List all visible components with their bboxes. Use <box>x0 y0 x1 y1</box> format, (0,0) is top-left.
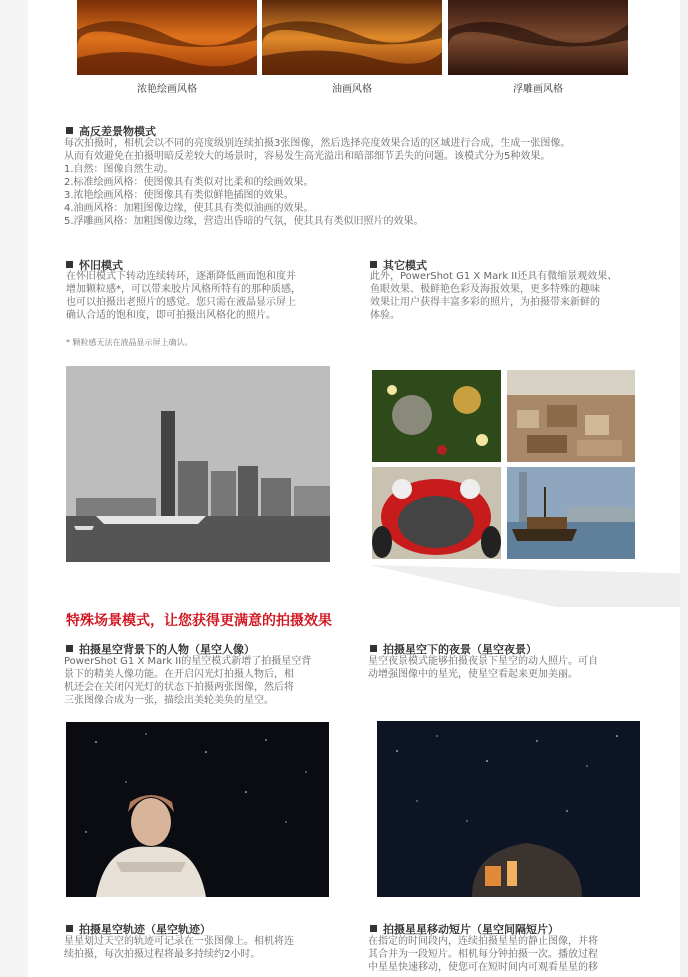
bullet-square-icon <box>66 261 73 268</box>
photo-ferry-harbor <box>507 467 635 559</box>
star-portrait-line: PowerShot G1 X Mark II的星空模式新增了拍摄星空背 <box>64 656 312 667</box>
other-line: 效果让用户获得丰富多彩的照片，为拍摄带来新鲜的 <box>370 297 600 308</box>
star-portrait-line: 机还会在关闭闪光灯的状态下拍摄两张图像，然后将 <box>64 682 294 693</box>
special-scene-heading: 特殊场景模式，让您获得更满意的拍摄效果 <box>66 613 332 629</box>
photo-observatory-night <box>377 721 640 897</box>
nostalgic-line: 在怀旧模式下转动连续转环，逐渐降低画面饱和度并 <box>66 271 296 282</box>
page-left-margin <box>0 0 28 977</box>
photo-rooftops-miniature <box>507 370 635 462</box>
star-night-description <box>368 655 658 681</box>
star-trails-line: 星星划过天空的轨迹可记录在一张图像上。相机将连 <box>64 936 294 947</box>
hdr-line: 3.浓艳绘画风格：使图像具有类似鲜艳插图的效果。 <box>64 190 294 201</box>
page-right-margin <box>680 0 688 977</box>
star-night-title-text: 拍摄星空下的夜景（星空夜景） <box>383 643 537 656</box>
bullet-square-icon <box>370 925 377 932</box>
thumbnail-embossed <box>448 0 628 75</box>
caption-vivid-painting: 浓艳绘画风格 <box>137 84 197 95</box>
star-trails-description <box>64 935 354 961</box>
thumbnail-oil-painting <box>262 0 442 75</box>
star-timelapse-line: 在指定的时间段内，连续拍摄星星的静止图像，并将 <box>368 936 598 947</box>
thumbnail-vivid-painting <box>77 0 257 75</box>
star-portrait-line: 景下的精美人像功能。在开启闪光灯拍摄人物后，相 <box>64 669 294 680</box>
photo-christmas-ornaments <box>372 370 501 462</box>
caption-embossed: 浮雕画风格 <box>513 84 563 95</box>
nostalgic-title-text: 怀旧模式 <box>79 259 123 272</box>
star-night-line: 动增强图像中的星光，使星空看起来更加美丽。 <box>368 669 578 680</box>
nostalgic-footnote: * 颗粒感无法在液晶显示屏上确认。 <box>66 338 193 347</box>
nostalgic-line: 增加颗粒感*，可以带来胶片风格所特有的那种质感， <box>66 284 301 295</box>
bullet-square-icon <box>66 645 73 652</box>
hdr-line: 5.浮雕画风格：加粗图像边缘，营造出昏暗的气氛，使其具有类似旧照片的效果。 <box>64 216 424 227</box>
other-line: 此外，PowerShot G1 X Mark II还具有微缩景观效果、 <box>370 271 618 282</box>
hdr-line: 4.油画风格：加粗图像边缘，使其具有类似油画的效果。 <box>64 203 314 214</box>
nostalgic-line: 也可以拍摄出老照片的感觉。您只需在液晶显示屏上 <box>66 297 296 308</box>
other-modes-description <box>370 270 660 322</box>
photo-red-car-fisheye <box>372 467 501 559</box>
bullet-square-icon <box>370 645 377 652</box>
caption-oil-painting: 油画风格 <box>332 84 372 95</box>
star-portrait-title-text: 拍摄星空背景下的人物（星空人像） <box>79 643 255 656</box>
photo-star-portrait <box>66 722 329 897</box>
hdr-line: 1.自然：图像自然生动。 <box>64 164 174 175</box>
star-night-line: 星空夜景模式能够拍摄夜景下星空的动人照片。可自 <box>368 656 598 667</box>
bullet-square-icon <box>370 261 377 268</box>
nostalgic-description <box>66 270 356 322</box>
star-timelapse-line: 中星星快速移动，使您可在短时间内可观看星星的移 <box>368 962 598 973</box>
star-portrait-line: 三张图像合成为一张，描绘出美轮美奂的星空。 <box>64 695 274 706</box>
hdr-description <box>64 137 664 228</box>
other-modes-title-text: 其它模式 <box>383 259 427 272</box>
hdr-line: 从而有效避免在拍摄明暗反差较大的场景时，容易发生高光溢出和暗部细节丢失的问题。该模式分为5种效果。 <box>64 151 551 162</box>
star-timelapse-line: 其合并为一段短片。相机每分钟拍摄一次。播放过程 <box>368 949 598 960</box>
star-trails-title-text: 拍摄星空轨迹（星空轨迹） <box>79 923 211 936</box>
bullet-square-icon <box>66 127 73 134</box>
star-timelapse-title-text: 拍摄星星移动短片（星空间隔短片） <box>383 923 559 936</box>
bullet-square-icon <box>66 925 73 932</box>
photo-harbor-bw <box>66 366 330 562</box>
nostalgic-line: 确认合适的饱和度，即可拍摄出风格化的照片。 <box>66 310 276 321</box>
hdr-line: 2.标准绘画风格：使图像具有类似对比柔和的绘画效果。 <box>64 177 314 188</box>
star-portrait-description <box>64 655 354 707</box>
star-timelapse-description <box>368 935 658 974</box>
star-trails-line: 续拍摄，每次拍摄过程将最多持续约2小时。 <box>64 949 261 960</box>
other-line: 体验。 <box>370 310 400 321</box>
hdr-title-text: 高反差景物模式 <box>79 125 156 138</box>
hdr-line: 每次拍摄时，相机会以不同的亮度级别连续拍摄3张图像，然后选择亮度效果合适的区域进行合成，生成一张图像。 <box>64 138 571 149</box>
other-line: 鱼眼效果、极鲜艳色彩及海报效果，更多特殊的趣味 <box>370 284 600 295</box>
